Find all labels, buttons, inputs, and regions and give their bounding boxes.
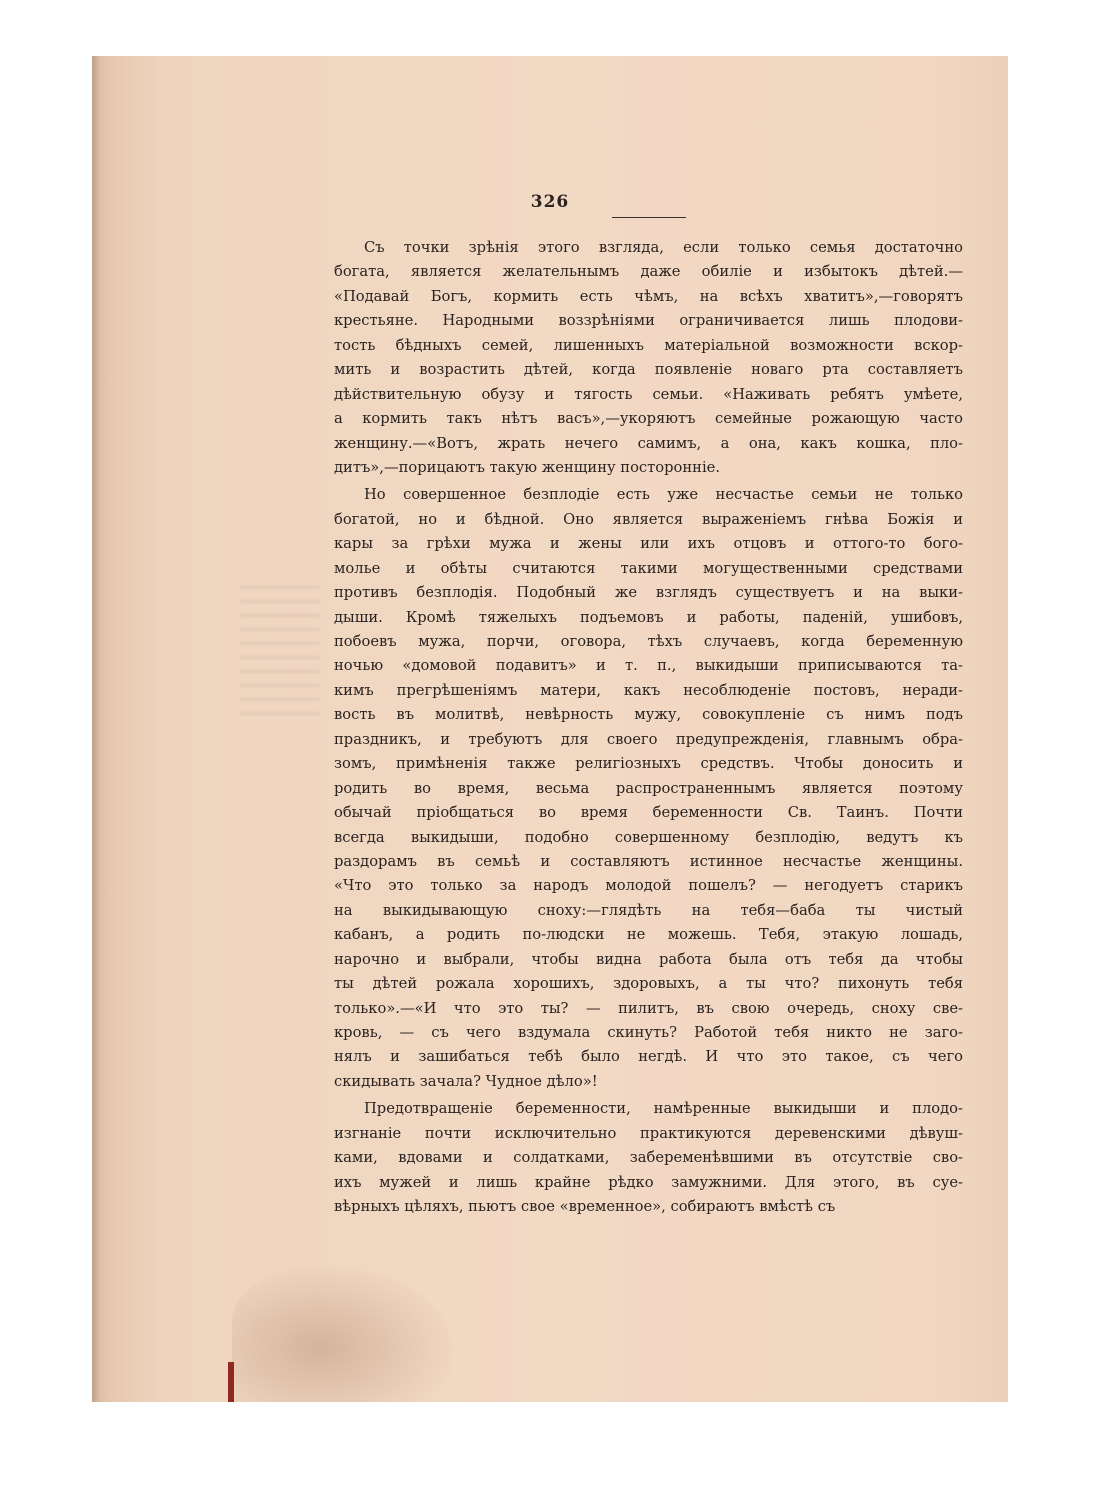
text-line: ками, вдовами и солдатками, забеременѣвшими въ отсутствіе сво- [334,1149,963,1167]
text-line: изгнаніе почти исключительно практикуются деревенскими дѣвуш- [334,1124,963,1142]
body-text [334,236,963,1220]
text-line: Предотвращеніе беременности, намѣренные выкидыши и плодо- [364,1100,963,1118]
text-line: дыши. Кромѣ тяжелыхъ подъемовъ и работы, паденій, ушибовъ, [334,608,963,626]
text-line: кровь, — съ чего вздумала скинуть? Работой тебя никто не заго- [334,1024,963,1041]
text-line: мить и возрастить дѣтей, когда появленіе новаго рта составляетъ [334,361,963,379]
page-edge [92,56,100,1402]
text-line: противъ безплодія. Подобный же взглядъ существуетъ и на выки- [334,584,963,602]
text-line: женщину.—«Вотъ, жрать нечего самимъ, а она, какъ кошка, пло- [334,434,963,452]
text-line: зомъ, примѣненія также религіозныхъ средствъ. Чтобы доносить и [334,755,963,773]
text-line: ихъ мужей и лишь крайне рѣдко замужними. Для этого, въ суе- [334,1173,963,1191]
text-line: нарочно и выбрали, чтобы видна работа была отъ тебя да чтобы [334,950,963,968]
text-line: а кормить такъ нѣтъ васъ»,—укоряютъ семейные рожающую часто [334,410,963,428]
text-line: родить во время, весьма распространеннымъ является поэтому [334,779,963,797]
text-line: «Подавай Богъ, кормить есть чѣмъ, на всѣхъ хватитъ»,—говорятъ [334,287,963,305]
text-line: крестьяне. Народными воззрѣніями ограничивается лишь плодови- [334,312,963,330]
text-line: Но совершенное безплодіе есть уже несчастье семьи не только [364,486,963,504]
text-line: на выкидывающую сноху:—глядѣть на тебя—баба ты чистый [334,901,963,919]
text-line: кимъ прегрѣшеніямъ матери, какъ несоблюденіе постовъ, неради- [334,681,963,699]
text-line: ты дѣтей рожала хорошихъ, здоровыхъ, а ты что? пихонуть тебя [334,975,963,993]
text-line: дитъ»,—порицаютъ такую женщину посторонніе. [334,458,720,476]
text-line: богата, является желательнымъ даже обиліе и избытокъ дѣтей.— [334,263,963,281]
text-line: праздникъ, и требуютъ для своего предупрежденія, главнымъ обра- [334,730,963,748]
text-line: «Что это только за народъ молодой пошелъ? — негодуетъ старикъ [334,877,963,895]
book-page [92,56,1008,1402]
text-line: побоевъ мужа, порчи, оговора, тѣхъ случаевъ, когда беременную [334,633,963,650]
text-line: молье и обѣты считаются такими могущественными средствами [334,559,963,577]
page-number-rule [612,217,686,218]
paragraph [334,483,963,1094]
paragraph [334,236,963,480]
text-line: богатой, но и бѣдной. Оно является выраженіемъ гнѣва Божія и [334,510,963,528]
text-line: вость въ молитвѣ, невѣрность мужу, совокупленіе съ нимъ подъ [334,706,963,724]
text-line: скидывать зачала? Чудное дѣло»! [334,1072,598,1090]
text-line: тость бѣдныхъ семей, лишенныхъ матеріальной возможности вскор- [334,336,963,354]
text-line: раздорамъ въ семьѣ и составляютъ истинное несчастье женщины. [334,852,963,870]
text-line: обычай пріобщаться во время беременности Св. Таинъ. Почти [334,804,963,822]
text-line: всегда выкидыши, подобно совершенному безплодію, ведутъ къ [334,828,963,846]
text-line: только».—«И что это ты? — пилитъ, въ свою очередь, сноху све- [334,999,963,1017]
bleed-through-marks [240,586,320,726]
paragraph [334,1097,963,1219]
text-line: дѣйствительную обузу и тягость семьи. «Наживать ребятъ умѣете, [334,385,963,403]
stain-mark [228,1362,234,1402]
text-line: кабанъ, а родить по-людски не можешь. Тебя, этакую лошадь, [334,926,963,944]
page-stain [232,1266,452,1402]
text-line: Съ точки зрѣнія этого взгляда, если только семья достаточно [364,239,963,256]
page-number: 326 [530,192,570,212]
text-line: ночью «домовой подавитъ» и т. п., выкидыши приписываются та- [334,657,963,675]
text-line: нялъ и зашибаться тебѣ было негдѣ. И что это такое, съ чего [334,1048,963,1066]
text-line: вѣрныхъ цѣляхъ, пьютъ свое «временное», собираютъ вмѣстѣ съ [334,1198,836,1216]
text-line: кары за грѣхи мужа и жены или ихъ отцовъ и оттого-то бого- [334,535,963,553]
